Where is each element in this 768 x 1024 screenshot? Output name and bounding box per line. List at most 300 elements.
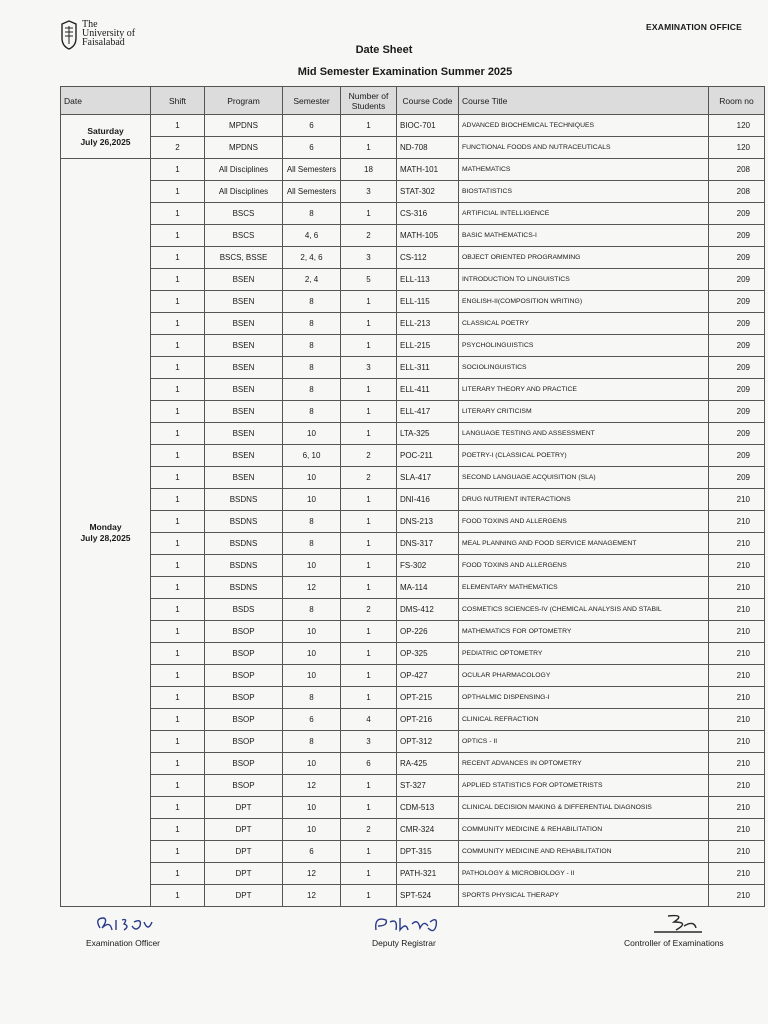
table-row	[61, 621, 765, 643]
course-code-cell: SLA-417	[397, 467, 459, 489]
room-cell: 210	[709, 863, 765, 885]
students-cell: 1	[341, 841, 397, 863]
students-cell: 1	[341, 115, 397, 137]
program-cell: BSCS	[205, 203, 283, 225]
table-row	[61, 863, 765, 885]
course-title-cell: CLASSICAL POETRY	[459, 313, 709, 335]
room-cell: 209	[709, 313, 765, 335]
table-row	[61, 423, 765, 445]
course-title-cell: OBJECT ORIENTED PROGRAMMING	[459, 247, 709, 269]
room-cell: 210	[709, 511, 765, 533]
course-code-cell: DNS-213	[397, 511, 459, 533]
table-row	[61, 269, 765, 291]
students-cell: 1	[341, 335, 397, 357]
students-cell: 1	[341, 313, 397, 335]
semester-cell: 6	[283, 115, 341, 137]
shift-cell: 1	[151, 841, 205, 863]
semester-cell: 8	[283, 313, 341, 335]
course-title-cell: CLINICAL REFRACTION	[459, 709, 709, 731]
students-cell: 2	[341, 445, 397, 467]
course-code-cell: OP-427	[397, 665, 459, 687]
semester-cell: 4, 6	[283, 225, 341, 247]
course-code-cell: STAT-302	[397, 181, 459, 203]
course-code-cell: ELL-213	[397, 313, 459, 335]
course-code-cell: OPT-312	[397, 731, 459, 753]
course-code-cell: OPT-216	[397, 709, 459, 731]
table-row	[61, 643, 765, 665]
date-cell	[61, 159, 151, 907]
signature-deputy-registrar	[372, 912, 452, 948]
col-course-title: Course Title	[459, 87, 709, 115]
table-row	[61, 379, 765, 401]
program-cell: BSDS	[205, 599, 283, 621]
table-row	[61, 709, 765, 731]
semester-cell: 10	[283, 819, 341, 841]
semester-cell: 10	[283, 797, 341, 819]
course-code-cell: DNS-317	[397, 533, 459, 555]
room-cell: 210	[709, 489, 765, 511]
course-title-cell: ARTIFICIAL INTELLIGENCE	[459, 203, 709, 225]
table-row	[61, 687, 765, 709]
date-sheet-table	[60, 86, 765, 907]
shift-cell: 1	[151, 709, 205, 731]
course-title-cell: APPLIED STATISTICS FOR OPTOMETRISTS	[459, 775, 709, 797]
course-title-cell: FOOD TOXINS AND ALLERGENS	[459, 555, 709, 577]
students-cell: 1	[341, 423, 397, 445]
table-row	[61, 357, 765, 379]
course-title-cell: PSYCHOLINGUISTICS	[459, 335, 709, 357]
students-cell: 5	[341, 269, 397, 291]
semester-cell: 8	[283, 291, 341, 313]
course-title-cell: COMMUNITY MEDICINE & REHABILITATION	[459, 819, 709, 841]
room-cell: 209	[709, 401, 765, 423]
table-row	[61, 291, 765, 313]
table-row	[61, 203, 765, 225]
date-cell	[61, 115, 151, 159]
signature-controller	[624, 912, 724, 948]
signature-label: Controller of Examinations	[624, 938, 724, 948]
course-code-cell: PATH-321	[397, 863, 459, 885]
room-cell: 210	[709, 885, 765, 907]
students-cell: 3	[341, 247, 397, 269]
shift-cell: 1	[151, 643, 205, 665]
shift-cell: 1	[151, 159, 205, 181]
course-code-cell: DNI-416	[397, 489, 459, 511]
table-row	[61, 841, 765, 863]
table-row	[61, 115, 765, 137]
program-cell: BSOP	[205, 621, 283, 643]
course-title-cell: CLINICAL DECISION MAKING & DIFFERENTIAL DIAGNOSIS	[459, 797, 709, 819]
table-row	[61, 445, 765, 467]
students-cell: 2	[341, 225, 397, 247]
course-title-cell: PEDIATRIC OPTOMETRY	[459, 643, 709, 665]
semester-cell: 10	[283, 665, 341, 687]
col-shift: Shift	[151, 87, 205, 115]
students-cell: 1	[341, 643, 397, 665]
room-cell: 209	[709, 357, 765, 379]
program-cell: DPT	[205, 841, 283, 863]
room-cell: 209	[709, 379, 765, 401]
course-title-cell: OCULAR PHARMACOLOGY	[459, 665, 709, 687]
course-title-cell: SOCIOLINGUISTICS	[459, 357, 709, 379]
program-cell: BSEN	[205, 291, 283, 313]
signature-examination-officer	[86, 912, 166, 948]
semester-cell: 10	[283, 555, 341, 577]
table-row	[61, 775, 765, 797]
shift-cell: 1	[151, 731, 205, 753]
students-cell: 1	[341, 401, 397, 423]
students-cell: 3	[341, 731, 397, 753]
program-cell: BSEN	[205, 313, 283, 335]
table-row	[61, 313, 765, 335]
semester-cell: 10	[283, 621, 341, 643]
room-cell: 210	[709, 621, 765, 643]
program-cell: BSDNS	[205, 533, 283, 555]
students-cell: 1	[341, 863, 397, 885]
col-students: Number of Students	[341, 87, 397, 115]
semester-cell: 8	[283, 533, 341, 555]
room-cell: 210	[709, 709, 765, 731]
students-cell: 2	[341, 819, 397, 841]
room-cell: 208	[709, 181, 765, 203]
table-row	[61, 247, 765, 269]
shift-cell: 1	[151, 687, 205, 709]
course-code-cell: ND-708	[397, 137, 459, 159]
program-cell: BSEN	[205, 335, 283, 357]
course-code-cell: ELL-115	[397, 291, 459, 313]
room-cell: 210	[709, 731, 765, 753]
students-cell: 6	[341, 753, 397, 775]
table-row	[61, 533, 765, 555]
shift-cell: 1	[151, 269, 205, 291]
course-code-cell: OP-325	[397, 643, 459, 665]
course-title-cell: SECOND LANGUAGE ACQUISITION (SLA)	[459, 467, 709, 489]
room-cell: 210	[709, 775, 765, 797]
date-label: Monday	[89, 521, 122, 532]
semester-cell: 12	[283, 863, 341, 885]
program-cell: DPT	[205, 885, 283, 907]
semester-cell: 6	[283, 137, 341, 159]
table-row	[61, 797, 765, 819]
university-name	[82, 20, 135, 47]
shift-cell: 1	[151, 335, 205, 357]
date-label: July 28,2025	[80, 532, 131, 543]
students-cell: 3	[341, 181, 397, 203]
program-cell: BSOP	[205, 643, 283, 665]
semester-cell: 12	[283, 885, 341, 907]
students-cell: 2	[341, 467, 397, 489]
course-title-cell: FOOD TOXINS AND ALLERGENS	[459, 511, 709, 533]
room-cell: 210	[709, 555, 765, 577]
room-cell: 209	[709, 225, 765, 247]
room-cell: 209	[709, 203, 765, 225]
students-cell: 1	[341, 511, 397, 533]
logo-line: Faisalabad	[82, 37, 125, 48]
shift-cell: 1	[151, 599, 205, 621]
shift-cell: 1	[151, 533, 205, 555]
course-title-cell: MATHEMATICS	[459, 159, 709, 181]
students-cell: 1	[341, 137, 397, 159]
room-cell: 120	[709, 137, 765, 159]
semester-cell: 12	[283, 775, 341, 797]
program-cell: BSOP	[205, 709, 283, 731]
course-code-cell: ELL-113	[397, 269, 459, 291]
room-cell: 120	[709, 115, 765, 137]
program-cell: BSDNS	[205, 489, 283, 511]
semester-cell: All Semesters	[283, 181, 341, 203]
semester-cell: 10	[283, 753, 341, 775]
logo-line: University of	[82, 28, 136, 39]
course-title-cell: SPORTS PHYSICAL THERAPY	[459, 885, 709, 907]
shift-cell: 1	[151, 115, 205, 137]
course-code-cell: MATH-105	[397, 225, 459, 247]
table-header-row	[61, 87, 765, 115]
room-cell: 208	[709, 159, 765, 181]
room-cell: 210	[709, 753, 765, 775]
program-cell: BSOP	[205, 753, 283, 775]
program-cell: DPT	[205, 819, 283, 841]
shift-cell: 1	[151, 885, 205, 907]
students-cell: 1	[341, 797, 397, 819]
course-code-cell: FS-302	[397, 555, 459, 577]
course-code-cell: POC-211	[397, 445, 459, 467]
shift-cell: 1	[151, 357, 205, 379]
semester-cell: 8	[283, 401, 341, 423]
course-code-cell: CS-112	[397, 247, 459, 269]
students-cell: 1	[341, 577, 397, 599]
students-cell: 1	[341, 555, 397, 577]
course-code-cell: SPT-524	[397, 885, 459, 907]
shift-cell: 1	[151, 819, 205, 841]
semester-cell: 10	[283, 423, 341, 445]
program-cell: BSEN	[205, 423, 283, 445]
shift-cell: 2	[151, 137, 205, 159]
course-code-cell: RA-425	[397, 753, 459, 775]
shift-cell: 1	[151, 379, 205, 401]
students-cell: 1	[341, 203, 397, 225]
semester-cell: 10	[283, 643, 341, 665]
shift-cell: 1	[151, 203, 205, 225]
page-title: Date Sheet	[355, 44, 413, 56]
course-title-cell: LITERARY CRITICISM	[459, 401, 709, 423]
course-title-cell: LITERARY THEORY AND PRACTICE	[459, 379, 709, 401]
course-title-cell: BIOSTATISTICS	[459, 181, 709, 203]
course-title-cell: INTRODUCTION TO LINGUISTICS	[459, 269, 709, 291]
students-cell: 1	[341, 379, 397, 401]
semester-cell: All Semesters	[283, 159, 341, 181]
course-code-cell: ELL-311	[397, 357, 459, 379]
room-cell: 209	[709, 335, 765, 357]
shift-cell: 1	[151, 225, 205, 247]
shift-cell: 1	[151, 753, 205, 775]
col-program: Program	[205, 87, 283, 115]
semester-cell: 8	[283, 335, 341, 357]
shift-cell: 1	[151, 797, 205, 819]
course-title-cell: ADVANCED BIOCHEMICAL TECHNIQUES	[459, 115, 709, 137]
program-cell: BSOP	[205, 775, 283, 797]
room-cell: 209	[709, 291, 765, 313]
room-cell: 209	[709, 445, 765, 467]
students-cell: 2	[341, 599, 397, 621]
course-title-cell: PATHOLOGY & MICROBIOLOGY - II	[459, 863, 709, 885]
program-cell: BSEN	[205, 467, 283, 489]
program-cell: All Disciplines	[205, 159, 283, 181]
program-cell: BSCS, BSSE	[205, 247, 283, 269]
program-cell: BSDNS	[205, 511, 283, 533]
room-cell: 210	[709, 841, 765, 863]
semester-cell: 8	[283, 687, 341, 709]
shift-cell: 1	[151, 775, 205, 797]
program-cell: MPDNS	[205, 115, 283, 137]
shift-cell: 1	[151, 445, 205, 467]
table-row	[61, 555, 765, 577]
semester-cell: 8	[283, 599, 341, 621]
students-cell: 1	[341, 775, 397, 797]
course-title-cell: COSMETICS SCIENCES-IV (CHEMICAL ANALYSIS AND STABIL	[459, 599, 709, 621]
room-cell: 210	[709, 687, 765, 709]
course-code-cell: CDM-513	[397, 797, 459, 819]
table-row	[61, 225, 765, 247]
program-cell: All Disciplines	[205, 181, 283, 203]
course-code-cell: CMR-324	[397, 819, 459, 841]
room-cell: 210	[709, 643, 765, 665]
shift-cell: 1	[151, 489, 205, 511]
room-cell: 210	[709, 577, 765, 599]
semester-cell: 12	[283, 577, 341, 599]
shift-cell: 1	[151, 313, 205, 335]
signature-label: Deputy Registrar	[372, 938, 436, 948]
table-row	[61, 577, 765, 599]
course-title-cell: POETRY-I (CLASSICAL POETRY)	[459, 445, 709, 467]
program-cell: DPT	[205, 797, 283, 819]
logo-line: The	[82, 19, 98, 30]
table-row	[61, 665, 765, 687]
students-cell: 1	[341, 885, 397, 907]
shift-cell: 1	[151, 467, 205, 489]
table-row	[61, 401, 765, 423]
shift-cell: 1	[151, 511, 205, 533]
program-cell: BSEN	[205, 269, 283, 291]
room-cell: 210	[709, 533, 765, 555]
students-cell: 1	[341, 533, 397, 555]
room-cell: 210	[709, 665, 765, 687]
date-label: July 26,2025	[80, 136, 131, 147]
students-cell: 18	[341, 159, 397, 181]
course-code-cell: LTA-325	[397, 423, 459, 445]
semester-cell: 10	[283, 489, 341, 511]
shift-cell: 1	[151, 621, 205, 643]
course-title-cell: LANGUAGE TESTING AND ASSESSMENT	[459, 423, 709, 445]
room-cell: 209	[709, 467, 765, 489]
table-row	[61, 467, 765, 489]
course-code-cell: OP-226	[397, 621, 459, 643]
table-row	[61, 731, 765, 753]
office-label: EXAMINATION OFFICE	[646, 22, 742, 32]
page-subtitle: Mid Semester Examination Summer 2025	[297, 66, 513, 78]
course-code-cell: MA-114	[397, 577, 459, 599]
students-cell: 3	[341, 357, 397, 379]
semester-cell: 6	[283, 841, 341, 863]
shift-cell: 1	[151, 181, 205, 203]
students-cell: 1	[341, 291, 397, 313]
shift-cell: 1	[151, 401, 205, 423]
semester-cell: 8	[283, 511, 341, 533]
room-cell: 209	[709, 269, 765, 291]
room-cell: 210	[709, 599, 765, 621]
table-row	[61, 159, 765, 181]
signature-scribble-icon	[86, 912, 166, 938]
semester-cell: 10	[283, 467, 341, 489]
program-cell: BSCS	[205, 225, 283, 247]
table-row	[61, 819, 765, 841]
program-cell: DPT	[205, 863, 283, 885]
course-title-cell: FUNCTIONAL FOODS AND NUTRACEUTICALS	[459, 137, 709, 159]
shift-cell: 1	[151, 665, 205, 687]
table-row	[61, 511, 765, 533]
table-row	[61, 181, 765, 203]
course-code-cell: ELL-411	[397, 379, 459, 401]
table-row	[61, 137, 765, 159]
room-cell: 209	[709, 247, 765, 269]
shift-cell: 1	[151, 863, 205, 885]
program-cell: BSEN	[205, 379, 283, 401]
semester-cell: 8	[283, 731, 341, 753]
semester-cell: 6, 10	[283, 445, 341, 467]
course-title-cell: OPTHALMIC DISPENSING-I	[459, 687, 709, 709]
signature-scribble-icon	[372, 912, 452, 938]
course-title-cell: OPTICS - II	[459, 731, 709, 753]
room-cell: 209	[709, 423, 765, 445]
course-code-cell: OPT-215	[397, 687, 459, 709]
course-title-cell: BASIC MATHEMATICS-I	[459, 225, 709, 247]
course-code-cell: MATH-101	[397, 159, 459, 181]
col-semester: Semester	[283, 87, 341, 115]
course-code-cell: BIOC-701	[397, 115, 459, 137]
program-cell: BSEN	[205, 357, 283, 379]
shift-cell: 1	[151, 423, 205, 445]
course-title-cell: ENGLISH-II(COMPOSITION WRITING)	[459, 291, 709, 313]
students-cell: 1	[341, 489, 397, 511]
course-code-cell: DPT-315	[397, 841, 459, 863]
semester-cell: 8	[283, 203, 341, 225]
course-title-cell: COMMUNITY MEDICINE AND REHABILITATION	[459, 841, 709, 863]
course-title-cell: RECENT ADVANCES IN OPTOMETRY	[459, 753, 709, 775]
program-cell: BSOP	[205, 687, 283, 709]
date-label: Saturday	[87, 125, 124, 136]
table-row	[61, 489, 765, 511]
table-row	[61, 335, 765, 357]
signature-label: Examination Officer	[86, 938, 161, 948]
course-title-cell: MATHEMATICS FOR OPTOMETRY	[459, 621, 709, 643]
table-row	[61, 753, 765, 775]
students-cell: 4	[341, 709, 397, 731]
semester-cell: 2, 4, 6	[283, 247, 341, 269]
semester-cell: 2, 4	[283, 269, 341, 291]
program-cell: BSOP	[205, 731, 283, 753]
program-cell: MPDNS	[205, 137, 283, 159]
room-cell: 210	[709, 819, 765, 841]
semester-cell: 8	[283, 379, 341, 401]
students-cell: 1	[341, 621, 397, 643]
program-cell: BSDNS	[205, 555, 283, 577]
room-cell: 210	[709, 797, 765, 819]
col-room: Room no	[709, 87, 765, 115]
table-row	[61, 885, 765, 907]
shift-cell: 1	[151, 247, 205, 269]
program-cell: BSDNS	[205, 577, 283, 599]
col-course-code: Course Code	[397, 87, 459, 115]
signature-scribble-icon	[624, 912, 704, 938]
